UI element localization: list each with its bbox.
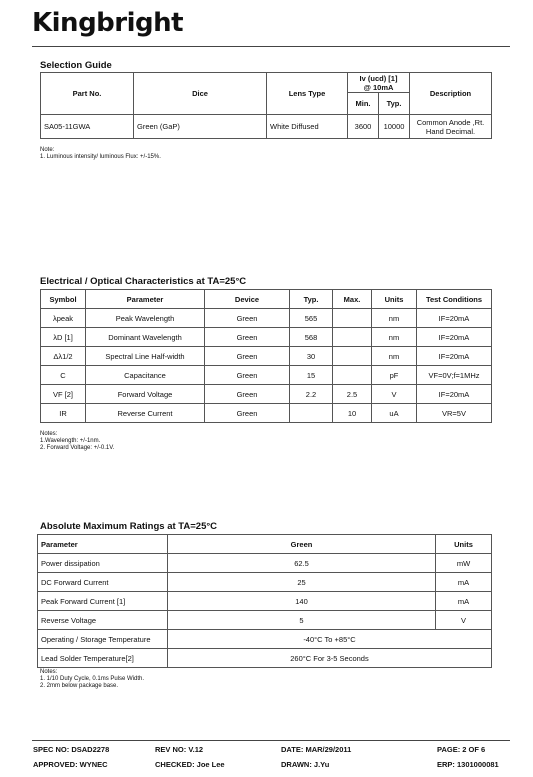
table-cell <box>333 309 372 328</box>
table-cell: Δλ1/2 <box>41 347 86 366</box>
description-line2: Hand Decimal. <box>425 126 476 136</box>
table-cell: VF [2] <box>41 385 86 404</box>
selection-notes <box>40 147 161 161</box>
table-cell <box>290 404 333 423</box>
table-cell: Green <box>205 328 290 347</box>
cell-lens-type: White Diffused <box>267 115 348 139</box>
table-cell: 260°C For 3-5 Seconds <box>168 649 492 668</box>
header-green: Green <box>168 535 436 554</box>
checked-by: CHECKED: Joe Lee <box>155 760 225 769</box>
note-line: Notes: <box>40 431 58 437</box>
note-line: Notes: <box>40 669 58 675</box>
brand-logo: Kingbright <box>32 8 184 38</box>
table-row <box>41 366 492 385</box>
table-row <box>38 592 492 611</box>
table-cell: nm <box>372 309 417 328</box>
rev-no: REV NO: V.12 <box>155 745 204 754</box>
electrical-table <box>40 289 492 423</box>
table-cell: Forward Voltage <box>86 385 205 404</box>
note-line: 2. Forward Voltage: +/-0.1V. <box>40 445 115 451</box>
table-cell <box>333 347 372 366</box>
note-line: 2. 2mm below package base. <box>40 683 119 689</box>
cell-description <box>410 115 492 139</box>
absolute-ratings-title: Absolute Maximum Ratings at TA=25°C <box>40 521 218 532</box>
table-cell: -40°C To +85°C <box>168 630 492 649</box>
table-cell: IF=20mA <box>417 347 492 366</box>
table-cell: λpeak <box>41 309 86 328</box>
table-cell: 30 <box>290 347 333 366</box>
note-line: 1.Wavelength: +/-1nm. <box>40 438 101 444</box>
table-row <box>41 347 492 366</box>
table-cell: 10 <box>333 404 372 423</box>
table-row <box>41 328 492 347</box>
table-row <box>38 611 492 630</box>
cell-dice: Green (GaP) <box>134 115 267 139</box>
table-cell: IF=20mA <box>417 309 492 328</box>
table-cell: 2.5 <box>333 385 372 404</box>
table-cell: 568 <box>290 328 333 347</box>
description-line1: Common Anode ,Rt. <box>416 117 485 127</box>
table-row <box>41 309 492 328</box>
electrical-title: Electrical / Optical Characteristics at TA=25°C <box>40 276 247 287</box>
note-line: 1. Luminous intensity/ luminous Flux: +/-15%. <box>40 154 161 160</box>
header-typ: Typ. <box>290 290 333 309</box>
header-max: Max. <box>333 290 372 309</box>
header-part-no: Part No. <box>41 73 134 115</box>
table-cell: Peak Forward Current [1] <box>38 592 168 611</box>
table-cell: Spectral Line Half-width <box>86 347 205 366</box>
cell-part-no: SA05-11GWA <box>41 115 134 139</box>
table-cell: mW <box>436 554 492 573</box>
table-row <box>38 573 492 592</box>
header-iv-line1: Iv (ucd) [1] <box>359 73 398 83</box>
table-cell: Reverse Voltage <box>38 611 168 630</box>
table-cell: λD [1] <box>41 328 86 347</box>
table-cell <box>333 366 372 385</box>
selection-guide-table <box>40 72 492 139</box>
note-line: Note: <box>40 147 55 153</box>
table-cell: Green <box>205 309 290 328</box>
table-cell: C <box>41 366 86 385</box>
table-cell: Peak Wavelength <box>86 309 205 328</box>
absolute-ratings-table <box>37 534 492 668</box>
table-cell: 2.2 <box>290 385 333 404</box>
table-cell: uA <box>372 404 417 423</box>
table-cell: DC Forward Current <box>38 573 168 592</box>
table-cell: pF <box>372 366 417 385</box>
table-cell: Power dissipation <box>38 554 168 573</box>
header-typ: Typ. <box>379 93 410 115</box>
table-cell: nm <box>372 347 417 366</box>
header-iv <box>348 73 410 93</box>
note-line: 1. 1/10 Duty Cycle, 0.1ms Pulse Width. <box>40 676 145 682</box>
header-units: Units <box>436 535 492 554</box>
table-cell: 15 <box>290 366 333 385</box>
table-cell: Green <box>205 347 290 366</box>
table-cell: 25 <box>168 573 436 592</box>
table-cell: Dominant Wavelength <box>86 328 205 347</box>
table-cell: VF=0V;f=1MHz <box>417 366 492 385</box>
header-symbol: Symbol <box>41 290 86 309</box>
header-iv-line2: @ 10mA <box>363 82 394 92</box>
table-cell: V <box>372 385 417 404</box>
table-cell <box>333 328 372 347</box>
electrical-notes <box>40 431 114 452</box>
table-cell: V <box>436 611 492 630</box>
footer-rule <box>32 740 510 741</box>
table-cell: Lead Solder Temperature[2] <box>38 649 168 668</box>
table-cell: VR=5V <box>417 404 492 423</box>
header-min: Min. <box>348 93 379 115</box>
table-cell: 140 <box>168 592 436 611</box>
table-cell: mA <box>436 573 492 592</box>
header-parameter: Parameter <box>38 535 168 554</box>
approved-by: APPROVED: WYNEC <box>33 760 108 769</box>
cell-iv-min: 3600 <box>348 115 379 139</box>
header-test-conditions: Test Conditions <box>417 290 492 309</box>
table-cell: Reverse Current <box>86 404 205 423</box>
table-cell: IR <box>41 404 86 423</box>
cell-iv-typ: 10000 <box>379 115 410 139</box>
table-cell: Capacitance <box>86 366 205 385</box>
table-row <box>38 630 492 649</box>
header-device: Device <box>205 290 290 309</box>
table-cell: IF=20mA <box>417 385 492 404</box>
header-lens-type: Lens Type <box>267 73 348 115</box>
table-row <box>41 404 492 423</box>
page-number: PAGE: 2 OF 6 <box>437 745 486 754</box>
table-cell: Operating / Storage Temperature <box>38 630 168 649</box>
table-cell: 62.5 <box>168 554 436 573</box>
table-row <box>38 649 492 668</box>
table-cell: IF=20mA <box>417 328 492 347</box>
table-cell: 565 <box>290 309 333 328</box>
table-cell: mA <box>436 592 492 611</box>
spec-no: SPEC NO: DSAD2278 <box>33 745 110 754</box>
header-units: Units <box>372 290 417 309</box>
header-dice: Dice <box>134 73 267 115</box>
table-cell: Green <box>205 385 290 404</box>
table-cell: Green <box>205 366 290 385</box>
absolute-notes <box>40 669 144 690</box>
erp-number: ERP: 1301000081 <box>437 760 499 769</box>
table-row <box>38 554 492 573</box>
drawn-by: DRAWN: J.Yu <box>281 760 330 769</box>
header-parameter: Parameter <box>86 290 205 309</box>
date: DATE: MAR/29/2011 <box>281 745 352 754</box>
header-rule <box>32 46 510 47</box>
table-cell: Green <box>205 404 290 423</box>
selection-guide-title: Selection Guide <box>40 60 112 71</box>
table-cell: 5 <box>168 611 436 630</box>
table-row <box>41 385 492 404</box>
table-cell: nm <box>372 328 417 347</box>
header-description: Description <box>410 73 492 115</box>
